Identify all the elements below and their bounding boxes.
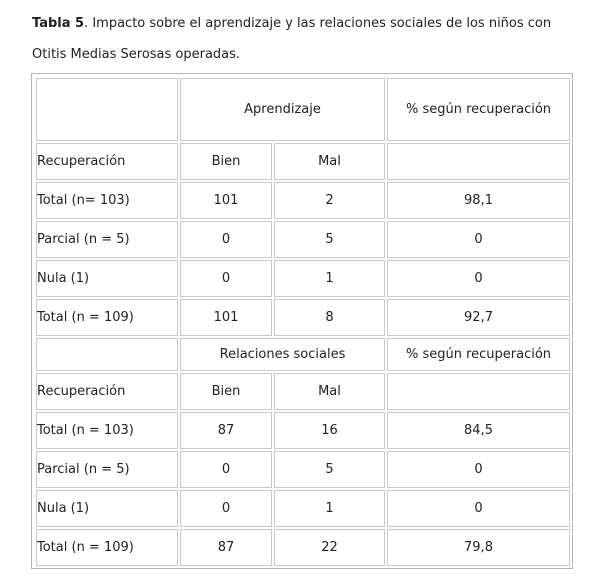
row-label: Total (n = 109) (36, 299, 178, 336)
section2-header-row (36, 338, 570, 371)
cell-bien: 0 (180, 490, 272, 527)
table-caption-label: Tabla 5 (32, 16, 85, 31)
cell-pct: 84,5 (387, 412, 570, 449)
cell-pct: 92,7 (387, 299, 570, 336)
table-caption-text-line2: Otitis Medias Serosas operadas. (32, 47, 241, 62)
table-row (36, 490, 570, 527)
cell-pct: 0 (387, 490, 570, 527)
table-row (36, 451, 570, 488)
table-row (36, 260, 570, 297)
row-label: Parcial (n = 5) (36, 451, 178, 488)
section2-header: Relaciones sociales (180, 338, 385, 371)
cell-bien: 87 (180, 412, 272, 449)
section1-col-header-row (36, 143, 570, 180)
table-row (36, 299, 570, 336)
row-label: Parcial (n = 5) (36, 221, 178, 258)
cell-bien: 0 (180, 451, 272, 488)
cell-mal: 8 (274, 299, 385, 336)
table-row (36, 412, 570, 449)
cell-pct: 0 (387, 221, 570, 258)
cell-pct: 0 (387, 260, 570, 297)
row-label: Total (n= 103) (36, 182, 178, 219)
table-caption (32, 8, 604, 70)
table-row (36, 221, 570, 258)
cell-mal: 2 (274, 182, 385, 219)
table-row (36, 529, 570, 566)
cell-pct: 98,1 (387, 182, 570, 219)
cell-bien: 0 (180, 221, 272, 258)
table-row (36, 182, 570, 219)
cell-mal: 1 (274, 260, 385, 297)
header-empty-cell (36, 338, 178, 371)
col-header-recuperacion: Recuperación (36, 143, 178, 180)
cell-mal: 16 (274, 412, 385, 449)
cell-mal: 22 (274, 529, 385, 566)
col-header-empty (387, 373, 570, 410)
cell-mal: 1 (274, 490, 385, 527)
col-header-bien: Bien (180, 373, 272, 410)
data-table (34, 76, 572, 568)
cell-bien: 101 (180, 299, 272, 336)
cell-pct: 79,8 (387, 529, 570, 566)
col-header-mal: Mal (274, 373, 385, 410)
section1-pct-header: % según recuperación (387, 78, 570, 141)
col-header-recuperacion: Recuperación (36, 373, 178, 410)
row-label: Nula (1) (36, 490, 178, 527)
row-label: Total (n = 103) (36, 412, 178, 449)
cell-mal: 5 (274, 221, 385, 258)
section1-header: Aprendizaje (180, 78, 385, 141)
cell-pct: 0 (387, 451, 570, 488)
cell-bien: 87 (180, 529, 272, 566)
col-header-empty (387, 143, 570, 180)
col-header-mal: Mal (274, 143, 385, 180)
cell-mal: 5 (274, 451, 385, 488)
section2-pct-header: % según recuperación (387, 338, 570, 371)
col-header-bien: Bien (180, 143, 272, 180)
section1-header-row (36, 78, 570, 141)
data-table-frame (31, 73, 573, 569)
row-label: Total (n = 109) (36, 529, 178, 566)
table-caption-text-line1: . Impacto sobre el aprendizaje y las relaciones sociales de los niños con (84, 16, 552, 31)
cell-bien: 101 (180, 182, 272, 219)
cell-bien: 0 (180, 260, 272, 297)
section2-col-header-row (36, 373, 570, 410)
header-empty-cell (36, 78, 178, 141)
row-label: Nula (1) (36, 260, 178, 297)
